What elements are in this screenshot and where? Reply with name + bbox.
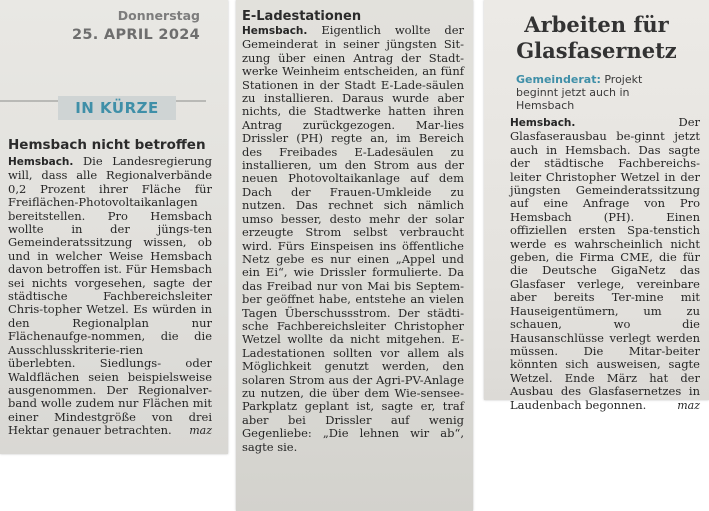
subline-kicker: Gemeinderat: xyxy=(516,73,601,86)
subline-text: Projekt beginnt jetzt auch in Hemsbach xyxy=(516,73,643,112)
dateline: Hemsbach. xyxy=(510,117,576,129)
article-body xyxy=(242,24,464,454)
issue-date: 25. APRIL 2024 xyxy=(72,27,200,43)
article-headline: E-Ladestationen xyxy=(242,9,362,24)
dateline: Hemsbach. xyxy=(242,25,308,37)
article-text: Eigentlich wollte der Gemeinderat in seiner jüngsten Sit-zung über einen Antrag der Stadt-werke Weinheim entscheiden, an fünf Stationen in der Stadt E-Lade-säulen zu installieren. Daraus wurde aber nichts, die Stadtwerke hatten ihren Antrag zurückgezogen. Mar-lies Drissler (PH) regte an, im Bereich des Freibades E-Ladesäulen zu installieren, um den Strom aus der neuen Photovoltaikanlage auf dem Dach der Frauen-Umkleide zu nutzen. Das rechnet sich nämlich umso besser, desto mehr der solar erzeugte Strom selbst verbraucht wird. Fürs Einspeisen ins öffentliche Netz gebe es nur einen „Appel und ein Ei“, wie Drissler formulierte. Da das Freibad nur von Mai bis Septem-ber geöffnet habe, entstehe an vielen Tagen Überschussstrom. Der städti-sche Fachbereichsleiter Christopher Wetzel wollte da nicht mitgehen. E-Ladestationen sollten vor allem als Möglichkeit genutzt werden, den solaren Strom aus der Agri-PV-Anlage zu nutzen, die über dem Wie-sensee-Parkplatz geplant ist, sagte er, traf aber bei Drissler auf wenig Gegenliebe: „Die lehnen wir ab“, sagte sie. xyxy=(242,23,465,454)
article-text: Die Landesregierung will, dass alle Regionalverbände 0,2 Prozent ihrer Fläche für Freiflächen-Photovoltaikanlagen bereitstellen. Pro Hemsbach wollte in der jüngs-ten Gemeinderatssitzung wissen, ob und in welcher Weise Hemsbach davon betroffen ist. Für Hemsbach sei nichts vorgesehen, sagte der städtische Fachbereichsleiter Chris-topher Wetzel. Es würden in den Regionalplan nur Flächenaufge-nommen, die die Ausschlusskriterie-rien überlebten. Siedlungs- oder Waldflächen seien beispielsweise ausgenommen. Der Regionalver-band wolle zudem nur Flächen mit einer Mindestgröße von drei Hektar genauer betrachten. xyxy=(8,154,212,438)
clipping-e-ladestationen xyxy=(236,0,473,511)
article-headline: Hemsbach nicht betroffen xyxy=(8,137,206,153)
clipping-glasfasernetz xyxy=(484,0,709,412)
article-body xyxy=(8,155,212,438)
article-headline-line-2: Glasfasernetz xyxy=(516,38,677,63)
article-subline xyxy=(516,73,686,112)
article-text: Der Glasfaserausbau be-ginnt jetzt auch in Hemsbach. Das sagte der städtische Fachbereichs-leiter Christopher Wetzel in der jüngsten Gemeinderatssitzung auf eine Anfrage von Pro Hemsbach (PH). Einen offiziellen ersten Spa-tenstich werde es wahrscheinlich nicht geben, die Firma CME, die für die Deutsche GigaNetz das Glasfaser verlege, vereinbare aber bereits Ter-mine mit Hauseigentümern, um zu schauen, wo die Hausanschlüsse verlegt werden müssen. Die Mitar-beiter könnten sich ausweisen, sagte Wetzel. Ende März hat der Ausbau des Glasfasernetzes in Laudenbach begonnen. xyxy=(510,115,700,412)
article-headline-line-1: Arbeiten für xyxy=(524,12,669,37)
author-signature: maz xyxy=(189,424,212,438)
dateline: Hemsbach. xyxy=(8,156,74,168)
section-label: IN KÜRZE xyxy=(58,96,176,120)
author-signature: maz xyxy=(677,398,700,412)
weekday: Donnerstag xyxy=(117,8,200,23)
clipping-in-kuerze xyxy=(0,0,228,454)
